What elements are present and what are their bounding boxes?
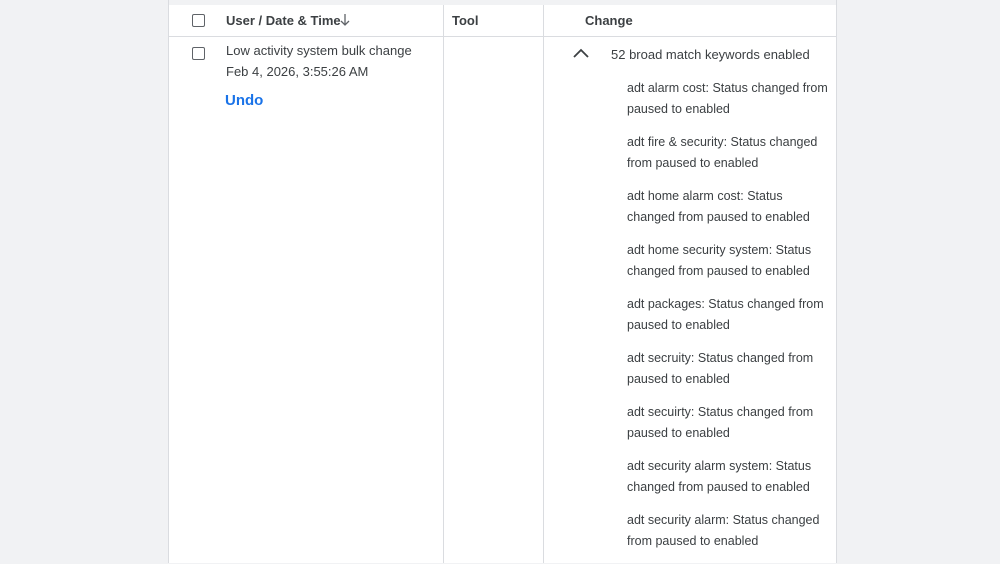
undo-link[interactable]: Undo <box>225 92 264 109</box>
chevron-up-icon[interactable] <box>571 46 591 60</box>
select-all-checkbox[interactable] <box>192 14 205 27</box>
header-tool[interactable]: Tool <box>452 13 479 28</box>
change-datetime: Feb 4, 2026, 3:55:26 AM <box>226 64 369 79</box>
change-detail-list <box>627 78 832 564</box>
change-detail-item: adt security alarm: Status changed from paused to enabled <box>627 513 820 548</box>
column-divider-change <box>543 5 544 563</box>
change-detail-item: adt secuirty: Status changed from paused to enabled <box>627 405 814 440</box>
change-description: Low activity system bulk change <box>226 43 412 58</box>
change-detail-item: adt home security system: Status changed from paused to enabled <box>627 243 812 278</box>
column-divider-tool <box>443 5 444 563</box>
change-detail-item: adt secruity: Status changed from paused to enabled <box>627 351 814 386</box>
header-user-date-time[interactable]: User / Date & Time <box>226 13 341 28</box>
table-header-row <box>169 5 836 37</box>
arrow-down-icon[interactable] <box>339 13 351 27</box>
change-detail-item: adt packages: Status changed from paused to enabled <box>627 297 824 332</box>
change-detail-item: adt security alarm system: Status changed from paused to enabled <box>627 459 812 494</box>
change-summary: 52 broad match keywords enabled <box>611 47 810 62</box>
change-history-table <box>168 0 837 563</box>
change-detail-item: adt fire & security: Status changed from paused to enabled <box>627 135 818 170</box>
change-detail-item: adt home alarm cost: Status changed from paused to enabled <box>627 189 810 224</box>
change-detail-item: adt alarm cost: Status changed from paused to enabled <box>627 81 828 116</box>
row-checkbox[interactable] <box>192 47 205 60</box>
header-change[interactable]: Change <box>585 13 633 28</box>
